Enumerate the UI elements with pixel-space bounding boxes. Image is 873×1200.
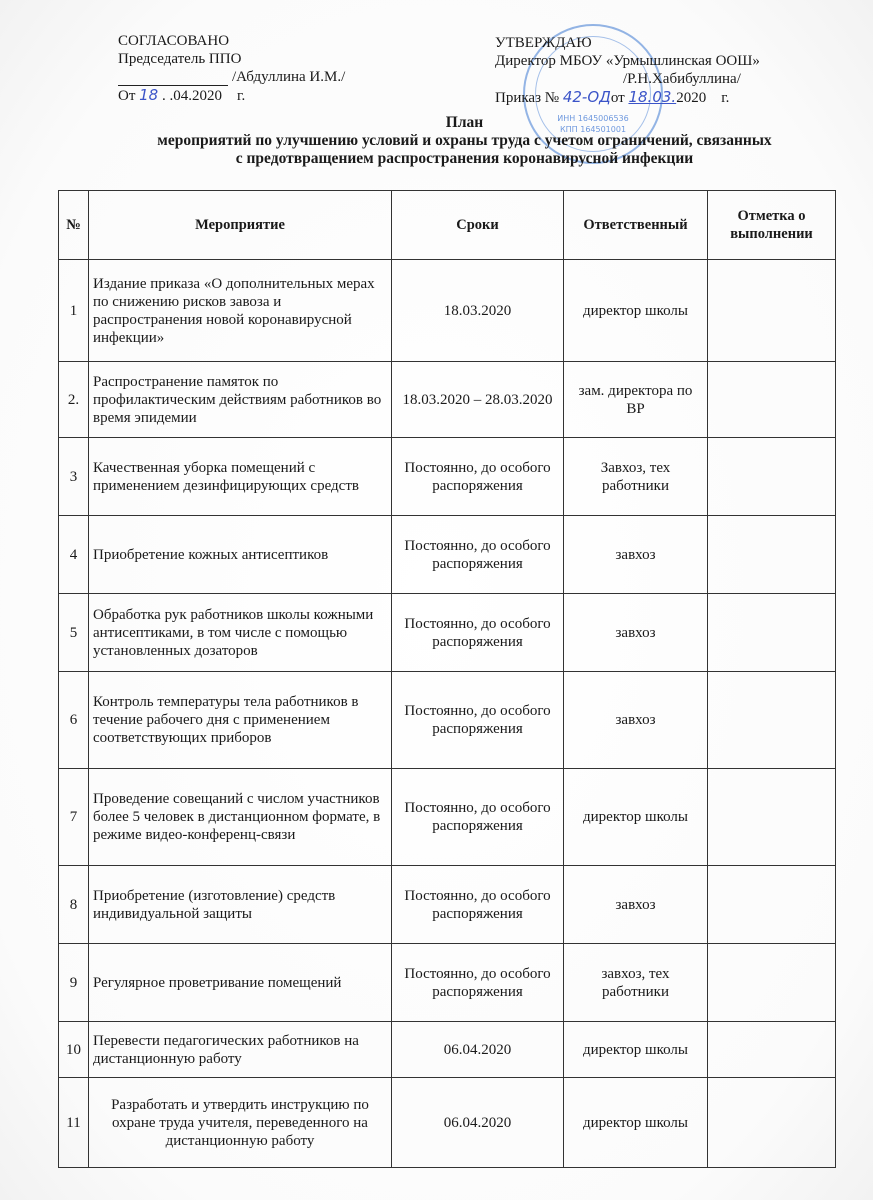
row-mark [708,1022,836,1078]
row-deadline: 06.04.2020 [392,1022,564,1078]
table-row [59,672,836,769]
row-responsible: завхоз [564,594,708,672]
date-prefix: От [118,88,136,104]
table-row [59,516,836,594]
document-subtitle-line1: мероприятий по улучшению условий и охраны труда с учетом ограничений, связанных [157,132,772,149]
agreed-name: /Абдуллина И.М./ [232,69,346,85]
row-number: 5 [59,594,89,672]
approved-order-line [495,88,760,107]
order-from: от [610,90,625,106]
handwritten-order-date: 18.03. [628,88,677,106]
document-subtitle-line2: с предотвращением распространения коронавирусной инфекции [235,150,694,167]
approval-agreed-block [118,32,345,105]
row-number: 11 [59,1078,89,1168]
row-number: 8 [59,866,89,944]
order-year: 2020 [676,90,707,106]
row-number: 3 [59,438,89,516]
table-row [59,260,836,362]
row-number: 1 [59,260,89,362]
table-row [59,944,836,1022]
row-mark [708,516,836,594]
row-mark [708,1078,836,1168]
stamp-inn: ИНН 1645006536 [557,114,629,123]
table-row [59,594,836,672]
row-responsible: директор школы [564,769,708,866]
row-deadline: 18.03.2020 [392,260,564,362]
agreed-signature-line [118,68,345,86]
row-deadline: Постоянно, до особого распоряжения [392,438,564,516]
header-number: № [59,191,89,260]
table-row [59,1078,836,1168]
header-completion-mark: Отметка о выполнении [708,191,836,260]
row-deadline: Постоянно, до особого распоряжения [392,944,564,1022]
signature-underline [118,71,228,86]
approved-position: Директор МБОУ «Урмышлинская ООШ» [495,53,760,69]
row-responsible: директор школы [564,260,708,362]
agreed-position: Председатель ППО [118,51,242,67]
row-number: 2. [59,362,89,438]
row-number: 6 [59,672,89,769]
row-event: Разработать и утвердить инструкцию по охране труда учителя, переведенного на дистанционную работу [89,1078,392,1168]
row-event: Регулярное проветривание помещений [89,944,392,1022]
row-responsible: Завхоз, тех работники [564,438,708,516]
approved-name-line [495,70,760,88]
row-event: Обработка рук работников школы кожными антисептиками, в том числе с помощью установленных дозаторов [89,594,392,672]
row-mark [708,260,836,362]
agreed-date [118,86,345,105]
row-deadline: Постоянно, до особого распоряжения [392,769,564,866]
row-mark [708,866,836,944]
header-event: Мероприятие [89,191,392,260]
row-deadline: Постоянно, до особого распоряжения [392,594,564,672]
document-title: План [445,114,484,131]
row-mark [708,594,836,672]
row-deadline: Постоянно, до особого распоряжения [392,516,564,594]
row-mark [708,362,836,438]
approved-heading: УТВЕРЖДАЮ [495,35,592,51]
row-mark [708,769,836,866]
row-event: Издание приказа «О дополнительных мерах по снижению рисков завоза и распространения новой коронавирусной инфекции» [89,260,392,362]
row-responsible: директор школы [564,1078,708,1168]
row-responsible: завхоз [564,672,708,769]
approval-approved-block [495,34,760,107]
table-row [59,1022,836,1078]
stamp-kpp: КПП 164501001 [559,125,627,134]
row-mark [708,944,836,1022]
row-responsible: завхоз [564,516,708,594]
row-mark [708,672,836,769]
row-deadline: Постоянно, до особого распоряжения [392,866,564,944]
handwritten-day: 18 [139,86,159,104]
row-number: 7 [59,769,89,866]
row-deadline: 18.03.2020 – 28.03.2020 [392,362,564,438]
row-responsible: зам. директора по ВР [564,362,708,438]
row-event: Перевести педагогических работников на дистанционную работу [89,1022,392,1078]
row-mark [708,438,836,516]
row-event: Приобретение кожных антисептиков [89,516,392,594]
row-number: 9 [59,944,89,1022]
row-number: 4 [59,516,89,594]
handwritten-order-number: 42-ОД [562,88,611,106]
table-header-row [59,191,836,260]
header-deadline: Сроки [392,191,564,260]
row-number: 10 [59,1022,89,1078]
row-responsible: директор школы [564,1022,708,1078]
row-deadline: 06.04.2020 [392,1078,564,1168]
date-rest: . .04.2020 [161,88,222,104]
row-event: Приобретение (изготовление) средств индивидуальной защиты [89,866,392,944]
header-responsible: Ответственный [564,191,708,260]
row-event: Проведение совещаний с числом участников более 5 человек в дистанционном формате, в режиме видео-конференц-связи [89,769,392,866]
row-responsible: завхоз, тех работники [564,944,708,1022]
row-event: Качественная уборка помещений с применением дезинфицирующих средств [89,438,392,516]
agreed-heading: СОГЛАСОВАНО [118,33,230,49]
table-row [59,866,836,944]
table-row [59,769,836,866]
order-prefix: Приказ № [495,90,560,106]
approved-name: /Р.Н.Хабибуллина/ [623,71,741,87]
table-row [59,362,836,438]
row-deadline: Постоянно, до особого распоряжения [392,672,564,769]
row-event: Распространение памяток по профилактическим действиям работников во время эпидемии [89,362,392,438]
order-suffix: г. [721,90,730,106]
plan-table [58,190,836,1168]
table-row [59,438,836,516]
row-responsible: завхоз [564,866,708,944]
row-event: Контроль температуры тела работников в течение рабочего дня с применением соответствующих приборов [89,672,392,769]
date-suffix: г. [236,88,246,104]
